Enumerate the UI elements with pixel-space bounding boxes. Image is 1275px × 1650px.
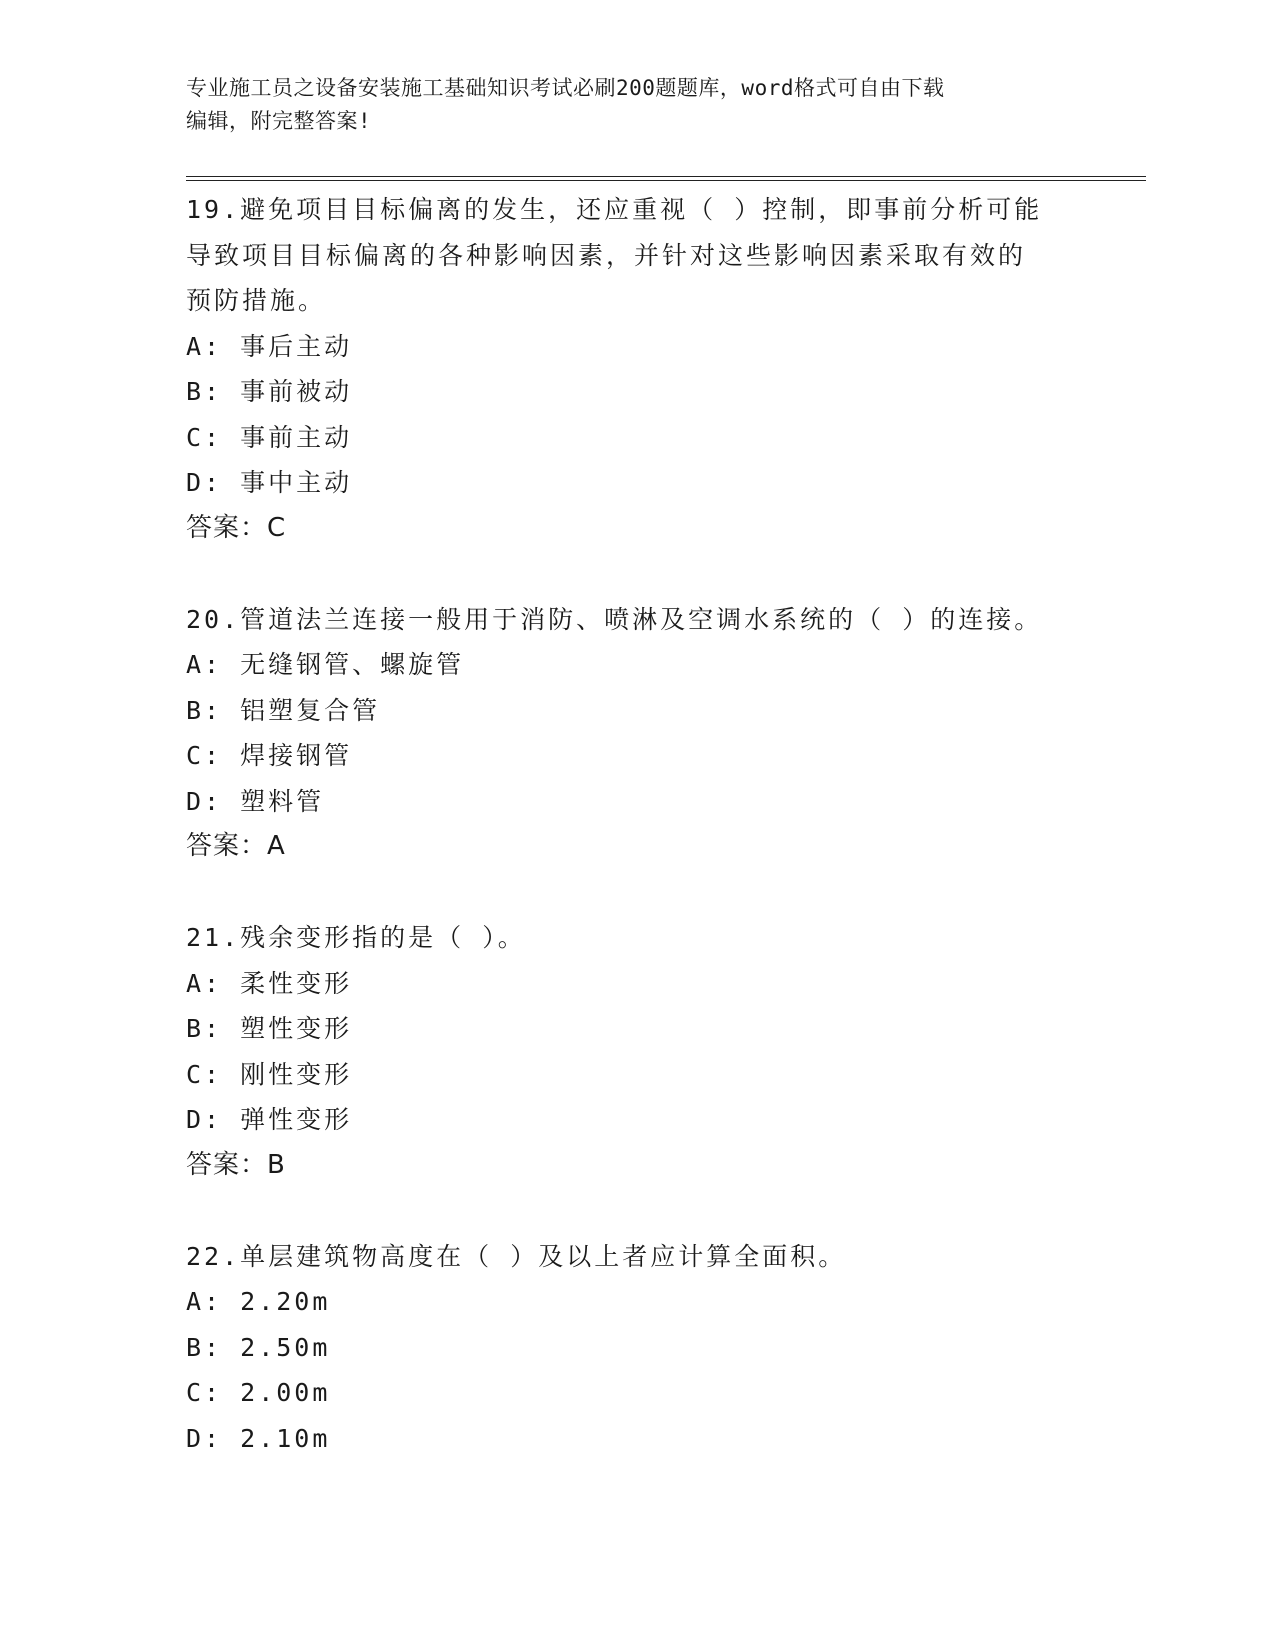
option-b: B: 铝塑复合管 bbox=[186, 695, 381, 725]
header-line-1: 专业施工员之设备安装施工基础知识考试必刷200题题库，word格式可自由下载 bbox=[186, 76, 945, 100]
option-c: C: 2.00m bbox=[186, 1378, 331, 1407]
answer-label: 答案：C bbox=[186, 512, 287, 543]
question-stem-line: 预防措施。 bbox=[186, 286, 327, 315]
document-header bbox=[186, 72, 1066, 138]
question-spacer bbox=[186, 1188, 1086, 1234]
option-a: A: 柔性变形 bbox=[186, 968, 353, 998]
option-a: A: 2.20m bbox=[186, 1287, 331, 1316]
question-stem-line: 22.单层建筑物高度在（ ）及以上者应计算全面积。 bbox=[186, 1241, 847, 1271]
header-divider-bottom bbox=[186, 180, 1146, 181]
header-divider-top bbox=[186, 176, 1146, 177]
option-b: B: 2.50m bbox=[186, 1332, 331, 1362]
question-spacer bbox=[186, 870, 1086, 916]
option-a: A: 无缝钢管、螺旋管 bbox=[186, 650, 465, 679]
question-22 bbox=[186, 1234, 1086, 1462]
option-b: B: 事前被动 bbox=[186, 377, 353, 406]
question-stem-line: 21.残余变形指的是（ ）。 bbox=[186, 923, 526, 952]
option-c: C: 焊接钢管 bbox=[186, 741, 353, 770]
question-21 bbox=[186, 915, 1086, 1188]
answer-label: 答案：B bbox=[186, 1149, 286, 1180]
question-stem-line: 19.避免项目目标偏离的发生，还应重视（ ）控制，即事前分析可能 bbox=[186, 195, 1043, 224]
header-line-2: 编辑，附完整答案! bbox=[186, 109, 372, 133]
answer-label: 答案：A bbox=[186, 831, 286, 861]
option-d: D: 事中主动 bbox=[186, 468, 353, 497]
option-d: D: 2.10m bbox=[186, 1423, 331, 1453]
question-19 bbox=[186, 187, 1086, 551]
question-spacer bbox=[186, 551, 1086, 597]
option-d: D: 塑料管 bbox=[186, 786, 325, 816]
option-b: B: 塑性变形 bbox=[186, 1014, 353, 1043]
question-list bbox=[186, 187, 1086, 1461]
option-c: C: 事前主动 bbox=[186, 422, 353, 452]
question-stem-line: 导致项目目标偏离的各种影响因素，并针对这些影响因素采取有效的 bbox=[186, 240, 1027, 270]
option-a: A: 事后主动 bbox=[186, 331, 353, 361]
option-c: C: 刚性变形 bbox=[186, 1059, 353, 1089]
option-d: D: 弹性变形 bbox=[186, 1105, 353, 1134]
question-20 bbox=[186, 597, 1086, 870]
question-stem-line: 20.管道法兰连接一般用于消防、喷淋及空调水系统的（ ）的连接。 bbox=[186, 604, 1043, 634]
